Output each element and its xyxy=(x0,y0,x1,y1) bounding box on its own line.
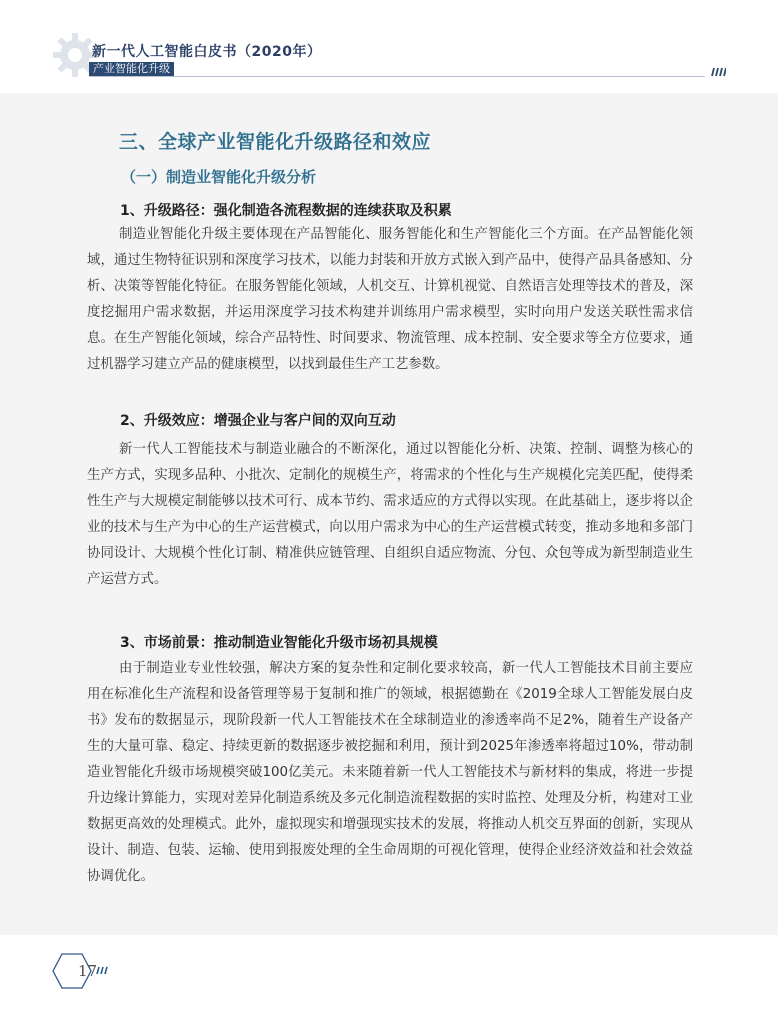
slash-marks-icon xyxy=(95,966,109,975)
document-title: 新一代人工智能白皮书（2020年） xyxy=(92,44,322,60)
paragraph-2: 新一代人工智能技术与制造业融合的不断深化，通过以智能化分析、决策、控制、调整为核心的生产方式，实现多品种、小批次、定制化的规模生产，将需求的个性化与生产规模化完美匹配，使得柔性生产与大规模定制能够以技术可行、成本节约、需求适应的方式得以实现。在此基础上，逐步将以企业的技术与生产为中心的生产运营模式，向以用户需求为中心的生产运营模式转变，推动多地和多部门协同设计、大规模个性化订制、精准供应链管理、自组织自适应物流、分包、众包等成为新型制造业生产运营方式。 xyxy=(87,442,693,587)
paragraph-1: 制造业智能化升级主要体现在产品智能化、服务智能化和生产智能化三个方面。在产品智能化领域，通过生物特征识别和深度学习技术，以能力封装和开放方式嵌入到产品中，使得产品具备感知、分析、决策等智能化特征。在服务智能化领域，人机交互、计算机视觉、自然语言处理等技术的普及，深度挖掘用户需求数据，并运用深度学习技术构建并训练用户需求模型，实时向用户发送关联性需求信息。在生产智能化领域，综合产品特性、时间要求、物流管理、成本控制、安全要求等全方位要求，通过机器学习建立产品的健康模型，以找到最佳生产工艺参数。 xyxy=(87,227,693,372)
item-heading-1: 1、升级路径：强化制造各流程数据的连续获取及积累 xyxy=(120,203,452,219)
page-number: 17 xyxy=(78,962,98,980)
slash-marks-icon xyxy=(710,67,726,77)
item-heading-2: 2、升级效应：增强企业与客户间的双向互动 xyxy=(120,413,396,429)
subsection-title: （一）制造业智能化升级分析 xyxy=(121,168,317,186)
header-divider xyxy=(89,76,705,77)
paragraph-3: 由于制造业专业性较强，解决方案的复杂性和定制化要求较高，新一代人工智能技术目前主要应用在标准化生产流程和设备管理等易于复制和推广的领域，根据德勤在《2019全球人工智能发展白皮书》发布的数据显示，现阶段新一代人工智能技术在全球制造业的渗透率尚不足2%，随着生产设备产生的大量可靠、稳定、持续更新的数据逐步被挖掘和利用，预计到2025年渗透率将超过10%，带动制造业智能化升级市场规模突破100亿美元。未来随着新一代人工智能技术与新材料的集成，将进一步提升边缘计算能力，实现对差异化制造系统及多元化制造流程数据的实时监控、处理及分析，构建对工业数据更高效的处理模式。此外，虚拟现实和增强现实技术的发展，将推动人机交互界面的创新，实现从设计、制造、包装、运输、使用到报废处理的全生命周期的可视化管理，使得企业经济效益和社会效益协调优化。 xyxy=(87,661,693,884)
item-heading-3: 3、市场前景：推动制造业智能化升级市场初具规模 xyxy=(120,635,438,651)
section-title: 三、全球产业智能化升级路径和效应 xyxy=(119,131,432,153)
page-header xyxy=(0,0,778,92)
chapter-label: 产业智能化升级 xyxy=(89,62,174,76)
